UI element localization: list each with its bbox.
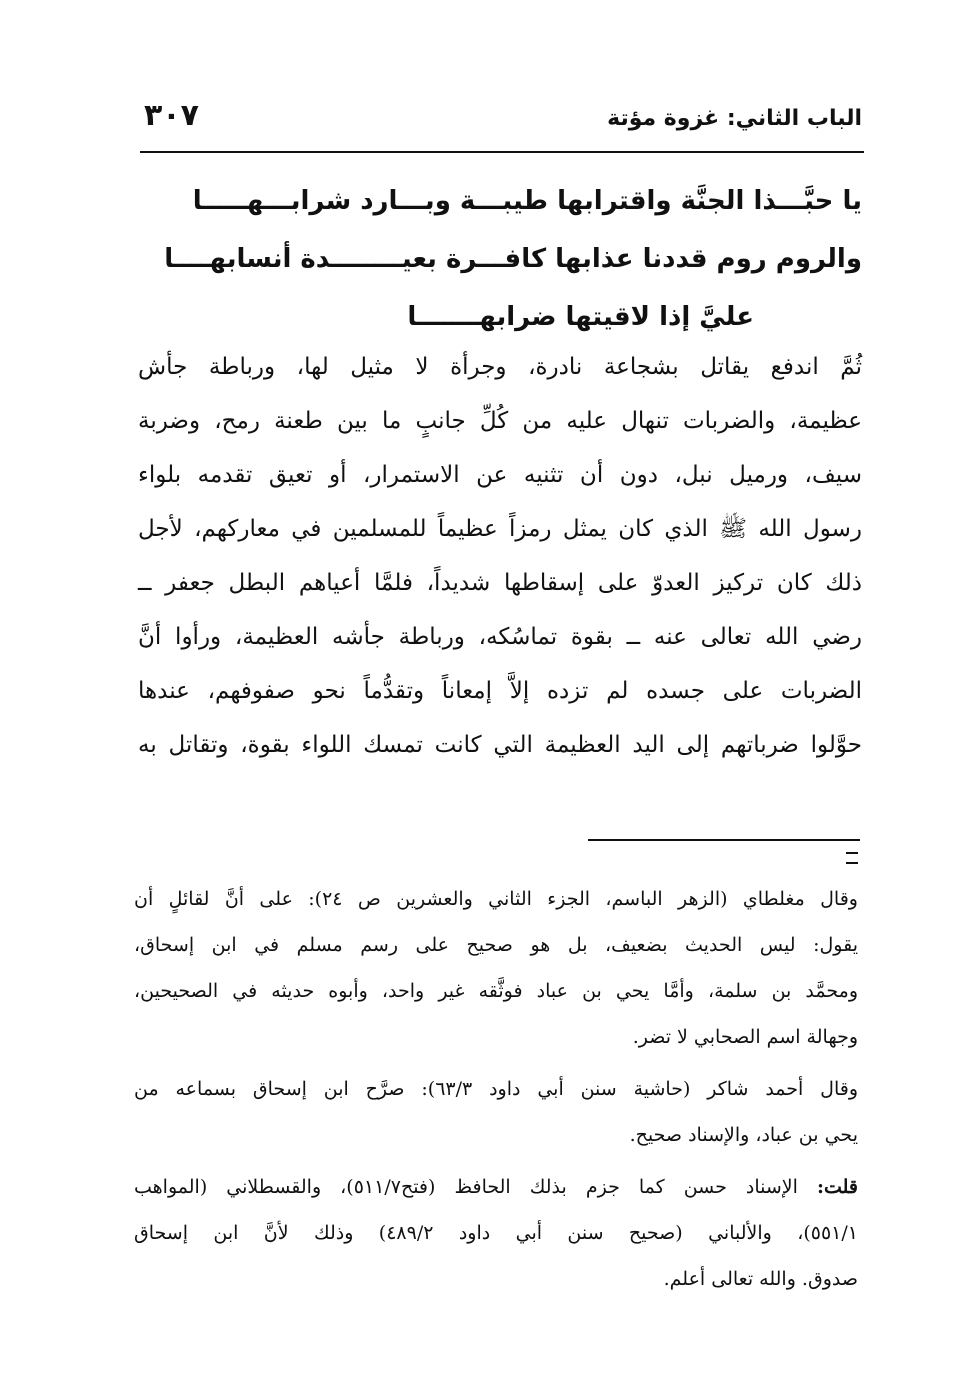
poem-verse: والروم روم قددنا عذابها كافـــرة بعيــــــــدة أنسابهــــا — [164, 244, 862, 274]
footnotes — [134, 876, 858, 1302]
text-line: الضربات على جسده لم تزده إلاَّ إمعاناً وتقدُّماً نحو صفوفهم، عندها — [138, 678, 862, 704]
footnote-line: وقال أحمد شاكر (حاشية سنن أبي داود ٦٣/٣): صرَّح ابن إسحاق بسماعه من — [134, 1078, 859, 1100]
page-number: ٣٠٧ — [144, 98, 199, 133]
text-line: عظيمة، والضربات تنهال عليه من كُلِّ جانبٍ ما بين طعنة رمح، وضربة — [138, 408, 862, 434]
main-text — [138, 340, 862, 772]
footnote-line: يقول: ليس الحديث بضعيف، بل هو صحيح على رسم مسلم في ابن إسحاق، — [134, 934, 858, 956]
footnote-line: وجهالة اسم الصحابي لا تضر. — [632, 1026, 858, 1048]
footnote-line: صدوق. والله تعالى أعلم. — [663, 1268, 858, 1290]
text-line: حوَّلوا ضرباتهم إلى اليد العظيمة التي كانت تمسك اللواء بقوة، وتقاتل به — [138, 732, 862, 758]
text-line: رسول الله ﷺ الذي كان يمثل رمزاً عظيماً للمسلمين في معاركهم، لأجل — [138, 516, 862, 542]
footnote-line: ٥٥١/١)، والألباني (صحيح سنن أبي داود ٤٨٩/٢) وذلك لأنَّ ابن إسحاق — [134, 1222, 858, 1244]
footnote-label: قلت: — [816, 1176, 858, 1198]
footnote-text: الإسناد حسن كما جزم بذلك الحافظ (فتح٥١١/٧)، والقسطلاني (المواهب — [134, 1176, 817, 1198]
footnote-divider — [588, 839, 860, 841]
text-line: ثُمَّ اندفع يقاتل بشجاعة نادرة، وجرأة لا مثيل لها، ورباطة جأش — [138, 354, 862, 380]
poem-verse: يا حبَّـــذا الجنَّة واقترابها طيبـــة وبـــارد شرابـــهـــــا — [192, 186, 862, 216]
footnote-line — [134, 1164, 858, 1210]
text-line: ذلك كان تركيز العدوّ على إسقاطها شديداً، فلمَّا أعياهم البطل جعفر ــ — [138, 570, 862, 596]
text-line: سيف، ورميل نبل، دون أن تثنيه عن الاستمرار، أو تعيق تقدمه بلواء — [138, 462, 862, 488]
poem-block — [164, 172, 862, 346]
footnote-continuation-mark — [846, 852, 858, 864]
text-line: رضي الله تعالى عنه ــ بقوة تماسُكه، ورباطة جأشه العظيمة، ورأوا أنَّ — [138, 624, 862, 650]
chapter-title: الباب الثاني: غزوة مؤتة — [607, 106, 862, 131]
poem-verse: عليَّ إذا لاقيتها ضرابهـــــــا — [407, 302, 754, 332]
footnote-line: ومحمَّد بن سلمة، وأمَّا يحي بن عباد فوثَّقه غير واحد، وأبوه حديثه في الصحيحين، — [134, 980, 858, 1002]
footnote-line: يحي بن عباد، والإسناد صحيح. — [629, 1124, 858, 1146]
header-divider — [140, 151, 864, 153]
page-header — [140, 92, 862, 152]
footnote-line: وقال مغلطاي (الزهر الباسم، الجزء الثاني والعشرين ص ٢٤): على أنَّ لقائلٍ أن — [134, 888, 858, 910]
